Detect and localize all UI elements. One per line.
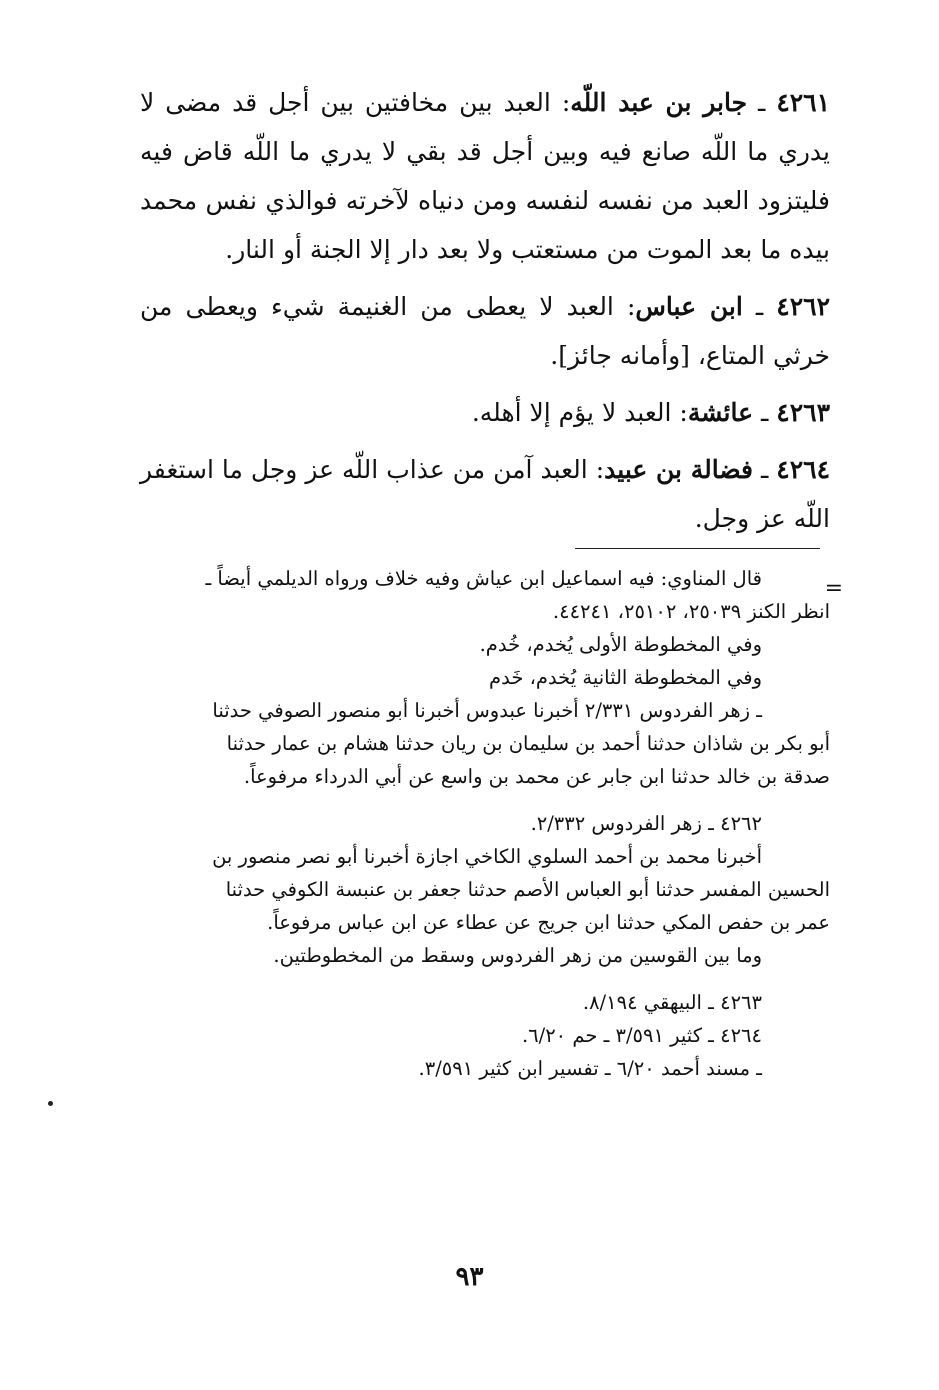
footnote-line: أبو بكر بن شاذان حدثنا أحمد بن سليمان بن ريان حدثنا هشام بن عمار حدثنا [226,732,830,755]
footnote-line: ٤٢٦٤ ـ كثير ٣/٥٩١ ـ حم ٦/٢٠. [521,1024,762,1047]
footnote-gap [130,972,830,986]
hadith-entry: ٤٢٦٣ ـ عائشة: العبد لا يؤم إلا أهله. [471,398,830,427]
footnotes [130,562,830,1085]
hadith-text: العبد لا يعطى من الغنيمة شيء ويعطى من خرثي المتاع، [وأمانه جائز]. [140,292,830,370]
hadith-entry: ٤٢٦١ ـ جابر بن عبد اللّه: العبد بين مخافتين بين أجل قد مضى لا يدري ما اللّه صانع فيه وبين أجل قد بقي لا يدري ما اللّه قاض فيه فليتزود العبد من نفسه لنفسه ومن دنياه لآخرته فوالذي نفس محمد بيده ما بعد الموت من مستعتب ولا بعد دار إلا الجنة أو النار. [140,88,831,264]
entry-number: ٤٢٦١ [776,88,831,117]
footnote-line: عمر بن حفص المكي حدثنا ابن جريج عن عطاء عن ابن عباس مرفوعاً. [267,911,830,934]
footnote-line: انظر الكنز ٢٥٠٣٩، ٢٥١٠٢، ٤٤٢٤١. [552,600,830,623]
page-number: ٩٣ [455,1262,484,1292]
entry-dash: ـ [760,455,769,484]
footnote-line: ٤٢٦٣ ـ البيهقي ٨/١٩٤. [582,991,762,1014]
footnote-line: وفي المخطوطة الثانية يُخدم، خَدم [489,666,762,689]
narrator-name: فضالة بن عبيد [604,455,753,484]
footnote-line: الحسين المفسر حدثنا أبو العباس الأصم حدثنا جعفر بن عنبسة الكوفي حدثنا [225,878,830,901]
hadith-text: العبد بين مخافتين بين أجل قد مضى لا يدري ما اللّه صانع فيه وبين أجل قد بقي لا يدري ما اللّه قاض فيه فليتزود العبد من نفسه لنفسه ومن دنياه لآخرته فوالذي نفس محمد بيده ما بعد الموت من مستعتب ولا بعد دار إلا الجنة أو النار. [140,88,830,264]
footnote-line: قال المناوي: فيه اسماعيل ابن عياش وفيه خلاف ورواه الديلمي أيضاً ـ [205,567,762,590]
hadith-text: العبد لا يؤم إلا أهله. [471,398,672,427]
footnote-gap [130,793,830,807]
entry-dash: ـ [755,292,764,321]
footnote-line: ـ زهر الفردوس ٢/٣٣١ أخبرنا عبدوس أخبرنا أبو منصور الصوفي حدثنا [212,699,762,722]
entry-number: ٤٢٦٣ [776,398,830,427]
narrator-name: عائشة [687,398,754,427]
hadith-entry: ٤٢٦٤ ـ فضالة بن عبيد: العبد آمن من عذاب اللّه عز وجل ما استغفر اللّه عز وجل. [140,455,831,533]
entry-dash: ـ [758,88,766,117]
hadith-entry: ٤٢٦٢ ـ ابن عباس: العبد لا يعطى من الغنيمة شيء ويعطى من خرثي المتاع، [وأمانه جائز]. [140,292,831,370]
scan-speck [48,1101,53,1106]
footnote-line: صدقة بن خالد حدثنا ابن جابر عن محمد بن واسع عن أبي الدرداء مرفوعاً. [243,765,830,788]
entry-dash: ـ [761,398,769,427]
footnote-separator [575,548,820,549]
footnote-line: وما بين القوسين من زهر الفردوس وسقط من المخطوطتين. [273,944,762,967]
narrator-name: جابر بن عبد اللّه [570,88,748,117]
entry-number: ٤٢٦٤ [776,455,831,484]
narrator-name: ابن عباس [635,292,743,321]
footnote-line: وفي المخطوطة الأولى يُخدم، خُدم. [479,633,762,656]
continuation-marker: = [824,576,843,601]
hadith-entries [140,78,830,551]
footnote-line: ٤٢٦٢ ـ زهر الفردوس ٢/٣٣٢. [530,812,762,835]
footnote-line: ـ مسند أحمد ٦/٢٠ ـ تفسير ابن كثير ٣/٥٩١. [418,1057,762,1080]
entry-number: ٤٢٦٢ [776,292,831,321]
hadith-text: العبد آمن من عذاب اللّه عز وجل ما استغفر اللّه عز وجل. [140,455,830,533]
footnote-line: أخبرنا محمد بن أحمد السلوي الكاخي اجازة أخبرنا أبو نصر منصور بن [212,845,762,868]
